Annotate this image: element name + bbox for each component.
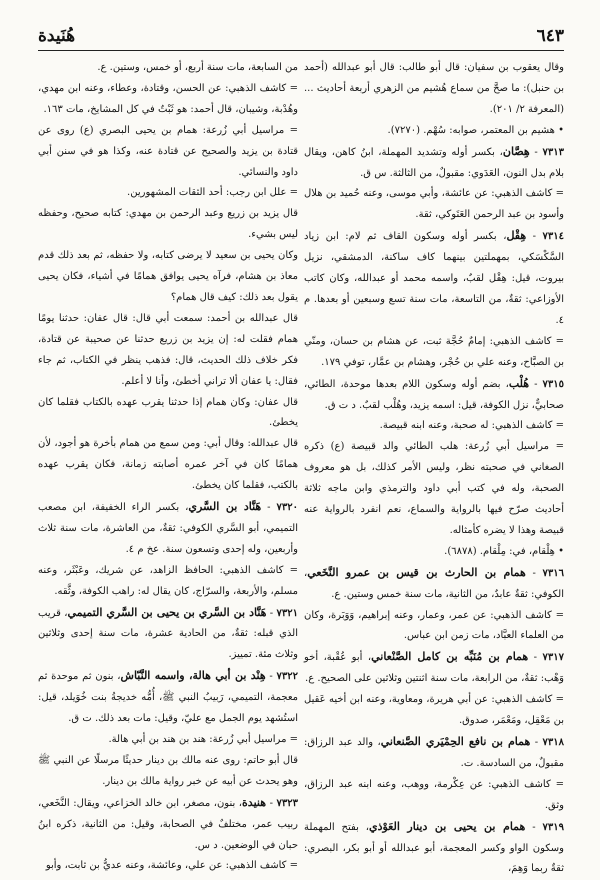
entry-text: ، بكسر أوله وتشديد المهملة، ابنُ كاهن، ويقال بلام بدل النون، العَدَوي: مقبولٌ، من الثالثة. س ق. (304, 146, 564, 179)
biography-entry: ٧٣١٣ - هِصَّان، بكسر أوله وتشديد المهملة، ابنُ كاهن، ويقال بلام بدل النون، العَدَوي: مقبولٌ، من الثالثة. س ق. (304, 144, 564, 179)
entry-text: ، الكوفي: ثقةٌ عابدٌ، من الثانية، مات سنة خمس وستين. ع. (304, 567, 564, 600)
paragraph: = مراسيل أبي زُرعة: هند بن هند بن أبي هالة. (108, 734, 298, 745)
biography-entry: ٧٣٢٠ - هَنَّاد بن السَّري، بكسر الراء الخفيفة، ابن مصعب التميمي، أبو السَّري الكوفي: ثقةٌ، من العاشرة، مات سنة ثلاث وأربعين، وله إحدى وتسعون سنة. عخ م ٤. (38, 500, 298, 555)
paragraph: • هشيم بن المعتمر، صوابه: سُهْم. (٧٢٧٠). (387, 124, 564, 136)
biography-entry: ٧٣١٦ - همام بن الحارث بن قيس بن عمرو النَّخَعي، الكوفي: ثقةٌ عابدٌ، من الثانية، مات سنة خمس وستين. ع. (304, 565, 564, 600)
header-rule (38, 50, 564, 51)
paragraph: قال يزيد بن زريع وعبد الرحمن بن مهدي: كتابه صحيح، وحفظه ليس بشيء. (38, 208, 298, 241)
paragraph: قال عفان: وكان همام إذا حدثنا يقرب عهده بالكتاب فقلما كان يخطئ. (38, 396, 298, 429)
entry-number: ٧٣٢٣ (276, 797, 298, 809)
entry-headword: هِصَّان (502, 144, 530, 158)
paragraph: = كاشف الذهبي: عن علي، وعائشة، وعنه عديُّ بن ثابت، وأبو (45, 860, 298, 872)
paragraph: = كاشف الذهبي: عن عمر، وعمار، وعنه إبراهيم، وَوَبَرة، وكان من العلماء العبَّاد، مات زمن ابن عباس. (304, 609, 564, 642)
biography-entry: ٧٣١٥ - هُلْب، بضم أوله وسكون اللام بعدها موحدة، الطائي، صحابيٌّ، نزل الكوفة، قيل: اسمه يزيد، وهُلْب لقبٌ. د ت ق. (304, 376, 564, 411)
entry-text: ، بنون، مصغر، ابن خالد الخزاعي، ويقال: النَّخَعي، ربيب عمر، مختلفٌ في الصحابة، وقيل: من الثانية، ذكره ابنُ حبان في الوضعين. د س. (38, 797, 298, 851)
paragraph: وكان يحيى بن سعيد لا يرضى كتابه، ولا حفظه، ثم بعد ذلك قدم معاذ بن هشام، فرآه يحيى يوافق همامًا في أشياء، فكان يحيى يقول بعد ذلك: كيف قال همام؟ (38, 250, 298, 303)
paragraph: من السابعة، مات سنة أربع، أو خمس، وستين. ع. (97, 62, 298, 73)
biography-entry: ٧٣٢١ - هَنَّاد بن السَّري بن يحيى بن السَّري التميمي، قريب الذي قبله: ثقةٌ، من الحادية عشرة، مات سنة إحدى وثلاثين وثلاث مئة. تمييز. (38, 605, 298, 661)
entry-text: ، بضم أوله وسكون اللام بعدها موحدة، الطائي، صحابيٌّ، نزل الكوفة، قيل: اسمه يزيد، وهُلْب لقبٌ. د ت ق. (304, 378, 564, 411)
paragraph: = مراسيل أبي زُرعة: هلب الطائي والد قبيصة (ع) ذكره الصغاني في صحبته نظر، وليس الأمر كذلك، بل هو معروف الصحبة، وله في كتب أبي داود والترمذي وابن ماجه ثلاثة أحاديث صرّح فيها بالرواية والسماع، نعم انفرد بالرواية عنه قبيصة وهذا لا يضره كأمثاله. (304, 441, 564, 536)
entry-headword: هُلْب (508, 376, 530, 390)
entry-headword: هَنَّاد بن السَّري (188, 500, 262, 514)
entry-number: ٧٣١٤ (542, 231, 564, 243)
paragraph: قال عبدالله بن أحمد: سمعت أبي قال: قال عفان: حدثنا يومًا همام فقلت له: إن يزيد بن زريع حدثنا عن صحيبة عن قتادة، فكر خلاف ذلك الحديث، قال: فذهب ينظر في الكتاب، ثم جاء فقال: يا عفان ألا تراني أخطئ، وأنا لا أعلم. (38, 312, 298, 387)
entry-text: ، بفتح المهملة وسكون الواو وكسر المعجمة، أبو عبدالله أو أبو بكر، البصري: ثقةٌ ربما وَهِمَ، (304, 821, 564, 875)
entry-number: ٧٣١٧ (542, 652, 564, 664)
page-number: ٦٤٣ (536, 26, 564, 46)
entry-text: ، بكسر الراء الخفيفة، ابن مصعب التميمي، أبو السَّري الكوفي: ثقةٌ، من العاشرة، مات سنة ثلاث وأربعين، وله إحدى وتسعون سنة. عخ م ٤. (38, 502, 298, 555)
entry-headword: هِنْد بن أبي هالة، واسمه النَّبّاش (120, 669, 266, 683)
paragraph: = كاشف الذهبي: له صحبة، وعنه ابنه قبيصة. (379, 420, 564, 432)
entry-headword: هَنَّاد بن السَّري بن يحيى بن السَّري التميمي (67, 605, 267, 619)
biography-entry: ٧٣١٤ - هِقْل، بكسر أوله وسكون القاف ثم لام: ابن زياد السَّكْسَكي، بمهملتين بينهما كاف ساكنة، الدمشقي، نزيل بيروت، قيل: هِقْل لقبٌ، واسمه محمد أو عبدالله، وكان كاتب الأوزاعي: ثقةٌ، من التاسعة، مات سنة تسع وسبعين أو بعدها. م ٤. (304, 229, 564, 326)
biography-entry: ٧٣١٧ - همام بن مُنَبِّه بن كامل الصَّنْعاني، أبو عُقْبة، أخو وَهْب: ثقةٌ، من الرابعة، مات سنة اثنتين وثلاثين على الصحيح. ع. (304, 650, 564, 685)
running-title: هُنَيدة (38, 26, 76, 46)
paragraph: = كاشف الذهبي: عن الحسن، وقتادة، وعطاء، وعنه ابن مهدي، وهُدْبة، وشيبان، قال أحمد: هو ثَبْتٌ في كل المشايخ، مات ١٦٣. (38, 82, 298, 115)
biography-entry: ٧٣٢٢ - هِنْد بن أبي هالة، واسمه النَّبّاش، بنون ثم موحدة ثم معجمة، التميمي، رَبيبُ النبي ﷺ، أُمُّه خديجةُ بنت خُوَيلد، قيل: استُشهد يوم الجمل مع عليّ، وقيل: مات بعد ذلك. ت ق. (38, 669, 298, 725)
biography-entry: ٧٣١٨ - همام بن نافع الحِمْيَري الصَّنعاني، والد عبد الرزاق: مقبولٌ، من السادسة. ت. (304, 735, 564, 769)
entry-headword: همام بن نافع الحِمْيَري الصَّنعاني (380, 735, 531, 748)
entry-number: ٧٣١٩ (542, 821, 564, 833)
paragraph: = كاشف الذهبي: إمامٌ حُجَّة ثبت، عن هشام بن حسان، ومنّي بن الصبَّاح، وعنه علي بن حُجْر، وهشام بن عمَّار، توفي ١٧٩. (304, 335, 564, 368)
entry-text: ، بنون ثم موحدة ثم معجمة، التميمي، رَبيبُ النبي ﷺ، أُمُّه خديجةُ بنت خُوَيلد، قيل: استُشهد يوم الجمل مع عليّ، وقيل: مات بعد ذلك. ت ق. (38, 671, 298, 725)
entry-headword: همام بن مُنَبِّه بن كامل الصَّنْعاني (371, 650, 529, 664)
left-column (38, 58, 298, 872)
entry-headword: همام بن الحارث بن قيس بن عمرو النَّخَعي (307, 565, 526, 579)
entry-headword: هِقْل (506, 229, 527, 243)
entry-text: ، قريب الذي قبله: ثقةٌ، من الحادية عشرة، مات سنة إحدى وثلاثين وثلاث مئة. تمييز. (38, 607, 298, 661)
entry-number: ٧٣١٥ (542, 378, 564, 390)
biography-entry: ٧٣١٩ - همام بن يحيى بن دينار العَوْذي، بفتح المهملة وسكون الواو وكسر المعجمة، أبو عبدالله أو أبو بكر، البصري: ثقةٌ ربما وَهِمَ، (304, 819, 564, 875)
entry-text: ، أبو عُقْبة، أخو وَهْب: ثقةٌ، من الرابعة، مات سنة اثنتين وثلاثين على الصحيح. ع. (304, 652, 564, 685)
paragraph: قال عبدالله: وقال أبي: ومن سمع من همام بأخرة هو أجود، لأن همامًا كان في آخر عمره أصابته زمانة، فكان يقرب عهده بالكتب، فقلما كان يخطئ. (38, 438, 298, 492)
paragraph: = كاشف الذهبي: عن عِكْرمة، ووهب، وعنه ابنه عبد الرزاق، وثق. (304, 778, 564, 811)
paragraph: = كاشف الذهبي: عن عائشة، وأبي موسى، وعنه حُميد بن هلال وأسود بن عبد الرحمن العَتَوكي، ثقة. (304, 188, 564, 221)
entry-text: ، بكسر أوله وسكون القاف ثم لام: ابن زياد السَّكْسَكي، بمهملتين بينهما كاف ساكنة، الدمشقي، نزيل بيروت، قيل: هِقْل لقبٌ، واسمه محمد أو عبدالله، وكان كاتب الأوزاعي: ثقةٌ، من التاسعة، مات سنة تسع وسبعين أو بعدها. م ٤. (304, 231, 564, 326)
paragraph: • هِلْقام، في: مِلْقام. (٦٨٧٨). (444, 545, 564, 557)
entry-headword: همام بن يحيى بن دينار العَوْذي (368, 819, 526, 833)
entry-number: ٧٣٢٠ (276, 502, 298, 514)
paragraph: = كاشف الذهبي: الحافظ الزاهد، عن شريك، وعَبْثَر، وعنه مسلم، والأربعة، والسرّاج، كان يقال له: راهب الكوفة، وثَّقه. (38, 564, 298, 597)
entry-text: ، والد عبد الرزاق: مقبولٌ، من السادسة. ت. (304, 737, 564, 769)
paragraph: = كاشف الذهبي: عن أبي هريرة، ومعاوية، وعنه ابن أخيه عَقيل بن مَعْقِل، ومَعْمَر، صدوق. (304, 694, 564, 727)
paragraph: قال أبو حاتم: روى عنه مالك بن دينار حديثًا مرسلًا عن النبي ﷺ وهو يحدث عن أبيه عن خبر رواية مالك بن دينار. (38, 754, 298, 787)
entry-number: ٧٣١٨ (542, 737, 564, 748)
biography-entry: ٧٣٢٣ - هنيدة، بنون، مصغر، ابن خالد الخزاعي، ويقال: النَّخَعي، ربيب عمر، مختلفٌ في الصحابة، وقيل: من الثانية، ذكره ابنُ حبان في الوضعين. د س. (38, 795, 298, 851)
paragraph: = علل ابن رجب: أحد الثقات المشهورين. (127, 187, 298, 199)
paragraph: = مراسيل أبي زُرعة: همام بن يحيى البصري (ع) روى عن قتادة بن يزيد والصحيح عن قتادة عنه، وكذا هو في سنن أبي داود والنسائي. (38, 124, 298, 178)
entry-number: ٧٣٢١ (276, 607, 298, 619)
right-column (304, 58, 564, 875)
entry-number: ٧٣١٦ (542, 567, 564, 579)
entry-number: ٧٣٢٢ (276, 671, 298, 683)
entry-headword: هنيدة (242, 795, 267, 809)
page-header (38, 16, 564, 46)
paragraph: وقال يعقوب بن سفيان: قال أبو طالب: قال أبو عبدالله (أحمد بن حنبل): ما صحَّ من سماع هُشيم من الزهري أربعة أحاديث ... (المعرفة ٢/ ٢٠١). (304, 62, 564, 115)
entry-number: ٧٣١٣ (542, 146, 564, 158)
